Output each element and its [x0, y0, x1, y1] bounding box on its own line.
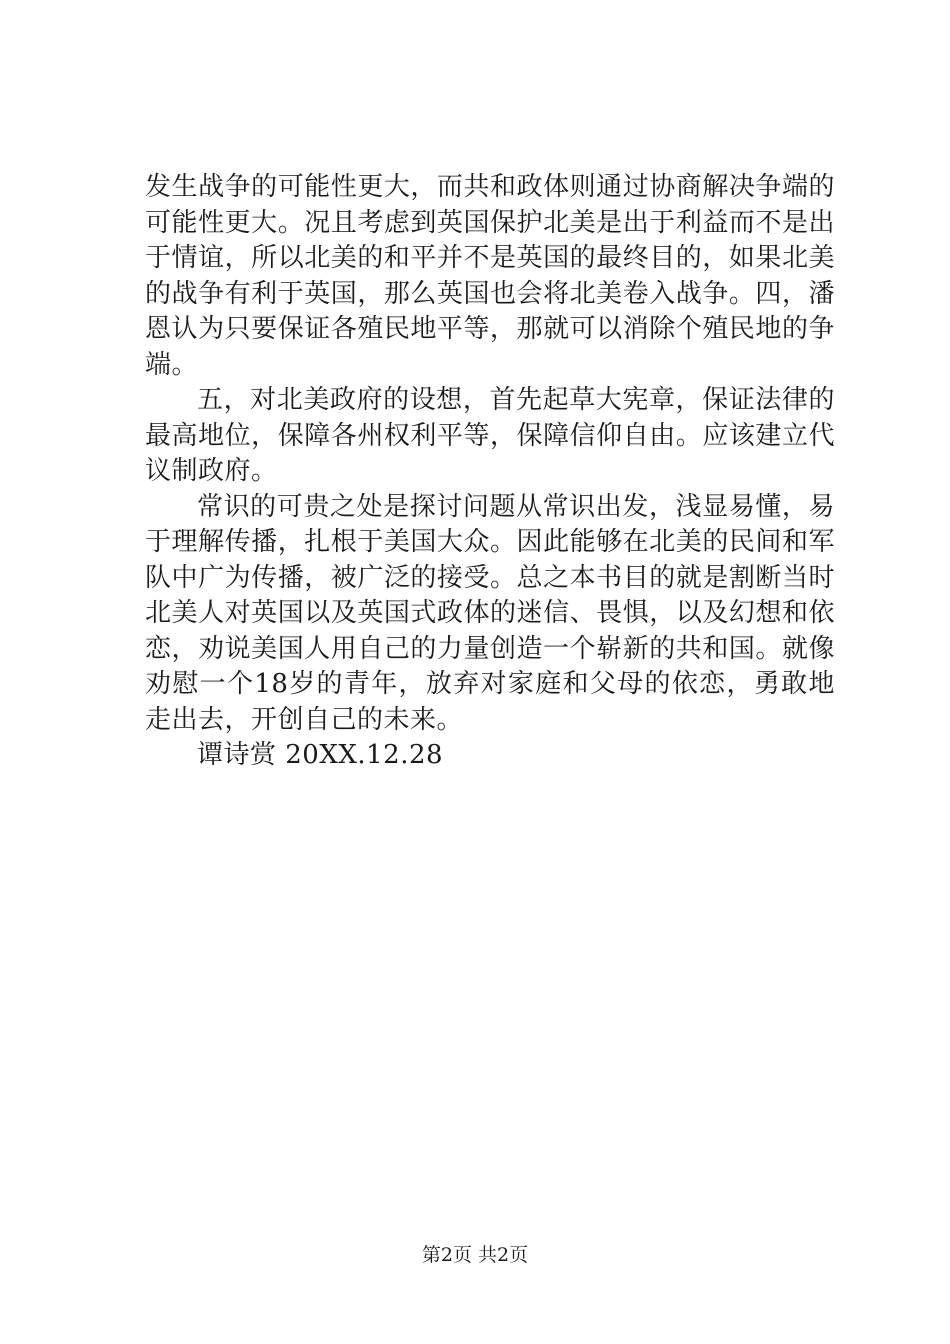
paragraph-government-plan: 五，对北美政府的设想，首先起草大宪章，保证法律的最高地位，保障各州权利平等，保障信仰自由。应该建立代议制政府。 — [145, 385, 835, 486]
paragraph-common-sense-value: 常识的可贵之处是探讨问题从常识出发，浅显易懂，易于理解传播，扎根于美国大众。因此能够在北美的民间和军队中广为传播，被广泛的接受。总之本书目的就是割断当时北美人对英国以及英国式政体的迷信、畏惧，以及幻想和依恋，劝说美国人用自己的力量创造一个崭新的共和国。就像劝慰一个18岁的青年，放弃对家庭和父母的依恋，勇敢地走出去，开创自己的未来。 — [145, 491, 835, 735]
signature-date-line: 谭诗赏 20XX.12.28 — [197, 740, 444, 770]
document-body — [145, 170, 835, 774]
page-footer: 第2页 共2页 — [421, 1244, 529, 1266]
paragraph-continuation: 发生战争的可能性更大，而共和政体则通过协商解决争端的可能性更大。况且考虑到英国保护北美是出于利益而不是出于情谊，所以北美的和平并不是英国的最终目的，如果北美的战争有利于英国，那么英国也会将北美卷入战争。四，潘恩认为只要保证各殖民地平等，那就可以消除个殖民地的争端。 — [145, 172, 835, 380]
